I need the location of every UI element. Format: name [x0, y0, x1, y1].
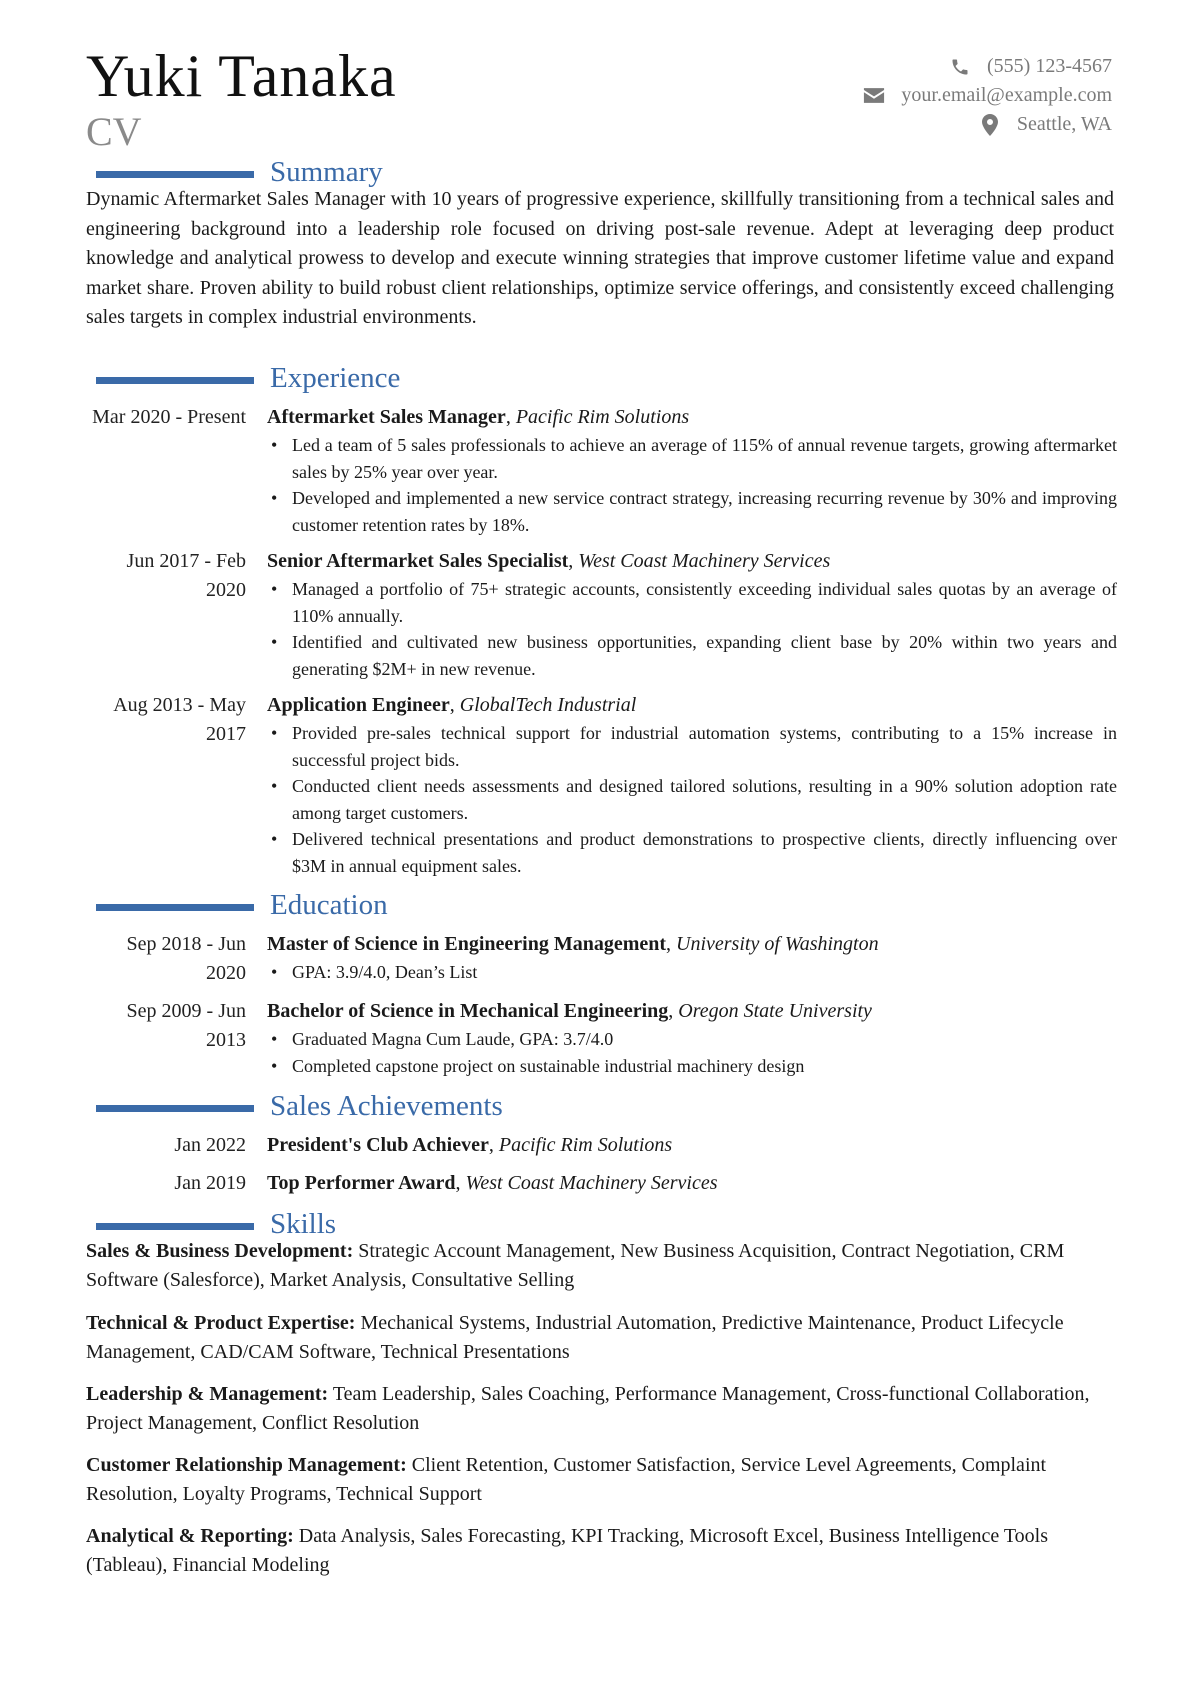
contact-phone: [861, 52, 1112, 81]
entry-date: Aug 2013 - May 2017: [113, 694, 246, 745]
entry-organization: West Coast Machinery Services: [465, 1172, 718, 1194]
section-skills-heading: [96, 1207, 336, 1241]
entry-organization: Pacific Rim Solutions: [498, 1134, 673, 1156]
entry-degree: Master of Science in Engineering Management: [267, 933, 667, 955]
contact-email: [861, 81, 1112, 110]
achievement-title: Top Performer Award: [267, 1172, 456, 1194]
skill-group-label: Leadership & Management:: [86, 1383, 329, 1405]
entry-bullet: • Graduated Magna Cum Laude, GPA: 3.7/4.0: [267, 1026, 1117, 1053]
skill-group-items: Strategic Account Management, New Business Acquisition, Contract Negotiation, CRM Software (Salesforce), Market Analysis, Consultative Selling: [86, 1240, 1065, 1291]
entry-bullet: • Led a team of 5 sales professionals to achieve an average of 115% of annual revenue targets, growing aftermarket sales by 25% year over year.: [267, 432, 1117, 485]
section-title: Summary: [270, 156, 383, 188]
entry-organization: Pacific Rim Solutions: [515, 406, 690, 428]
section-title: Skills: [270, 1208, 337, 1240]
contact-location: [861, 110, 1112, 139]
entry-bullet: • Delivered technical presentations and product demonstrations to prospective clients, directly influencing over $3M in annual equipment sales.: [267, 826, 1117, 879]
location-text: Seattle, WA: [1016, 113, 1112, 135]
skill-group: [86, 1451, 1114, 1509]
entry-date: Sep 2009 - Jun 2013: [126, 1000, 246, 1051]
skill-group: [86, 1380, 1114, 1438]
skill-group-items: Data Analysis, Sales Forecasting, KPI Tracking, Microsoft Excel, Business Intelligence Tools (Tableau), Financial Modeling: [86, 1525, 1049, 1576]
skill-group-items: Mechanical Systems, Industrial Automation, Predictive Maintenance, Product Lifecycle Management, CAD/CAM Software, Technical Presentations: [86, 1312, 1064, 1363]
entry-role: Aftermarket Sales Manager: [267, 406, 506, 428]
entry-bullet: • Conducted client needs assessments and designed tailored solutions, resulting in a 90% solution adoption rate among target customers.: [267, 773, 1117, 826]
section-accent-bar: [96, 1105, 254, 1112]
entry-role: Application Engineer: [267, 694, 450, 716]
section-accent-bar: [96, 171, 254, 178]
skill-group: [86, 1309, 1114, 1367]
entry-date: Mar 2020 - Present: [92, 406, 246, 428]
section-title: Experience: [270, 362, 401, 394]
section-accent-bar: [96, 1223, 254, 1230]
entry-bullet: • Managed a portfolio of 75+ strategic accounts, consistently exceeding individual sales quotas by an average of 110% annually.: [267, 576, 1117, 629]
section-accent-bar: [96, 904, 254, 911]
entry-institution: University of Washington: [676, 933, 879, 955]
phone-text: (555) 123-4567: [987, 55, 1112, 77]
summary-paragraph: Dynamic Aftermarket Sales Manager with 10 years of progressive experience, skillfully transitioning from a technical sales and engineering background into a leadership role focused on driving post-sale revenue. Adept at leveraging deep product knowledge and analytical prowess to develop and execute winning strategies that improve customer lifetime value and expand market share. Proven ability to build robust client relationships, optimize service offerings, and consistently exceed challenging sales targets in complex industrial environments.: [86, 188, 1114, 329]
skill-group-label: Analytical & Reporting:: [86, 1525, 294, 1547]
entry-bullet: • Identified and cultivated new business opportunities, expanding client base by 20% within two years and generating $2M+ in new revenue.: [267, 629, 1117, 682]
skill-group-label: Sales & Business Development:: [86, 1240, 354, 1262]
skill-group-items: Client Retention, Customer Satisfaction, Service Level Agreements, Complaint Resolution, Loyalty Programs, Technical Support: [86, 1454, 1047, 1505]
envelope-icon: [861, 87, 887, 104]
entry-bullet: • Completed capstone project on sustainable industrial machinery design: [267, 1053, 1117, 1080]
skill-group-label: Customer Relationship Management:: [86, 1454, 407, 1476]
phone-icon: [947, 57, 973, 77]
entry-organization: West Coast Machinery Services: [578, 550, 831, 572]
skill-group-items: Team Leadership, Sales Coaching, Performance Management, Cross-functional Collaboration, Project Management, Conflict Resolution: [86, 1383, 1090, 1434]
skill-group: [86, 1522, 1114, 1580]
entry-date: Jan 2022: [174, 1134, 246, 1156]
section-title: Sales Achievements: [270, 1090, 503, 1122]
achievement-title: President's Club Achiever: [267, 1134, 489, 1156]
section-education-heading: [96, 888, 388, 922]
entry-institution: Oregon State University: [678, 1000, 872, 1022]
map-pin-icon: [977, 114, 1003, 136]
entry-bullet: • Provided pre-sales technical support for industrial automation systems, contributing to a 15% increase in successful project bids.: [267, 720, 1117, 773]
document-type: CV: [86, 109, 142, 154]
candidate-name: Yuki Tanaka: [86, 43, 397, 109]
entry-date: Jan 2019: [174, 1172, 246, 1194]
entry-date: Sep 2018 - Jun 2020: [126, 933, 246, 984]
section-accent-bar: [96, 377, 254, 384]
entry-organization: GlobalTech Industrial: [459, 694, 637, 716]
entry-role: Senior Aftermarket Sales Specialist: [267, 550, 569, 572]
section-title: Education: [270, 889, 388, 921]
entry-degree: Bachelor of Science in Mechanical Engineering: [267, 1000, 669, 1022]
section-achievements-heading: [96, 1089, 503, 1123]
entry-bullet: • GPA: 3.9/4.0, Dean’s List: [267, 959, 1117, 986]
email-text: your.email@example.com: [901, 84, 1112, 106]
contact-block: [861, 52, 1112, 139]
entry-date: Jun 2017 - Feb 2020: [126, 550, 246, 601]
section-experience-heading: [96, 361, 400, 395]
skill-group: [86, 1237, 1114, 1295]
entry-bullet: • Developed and implemented a new service contract strategy, increasing recurring revenue by 30% and improving customer retention rates by 18%.: [267, 485, 1117, 538]
skill-group-label: Technical & Product Expertise:: [86, 1312, 356, 1334]
section-summary-heading: [96, 155, 383, 189]
